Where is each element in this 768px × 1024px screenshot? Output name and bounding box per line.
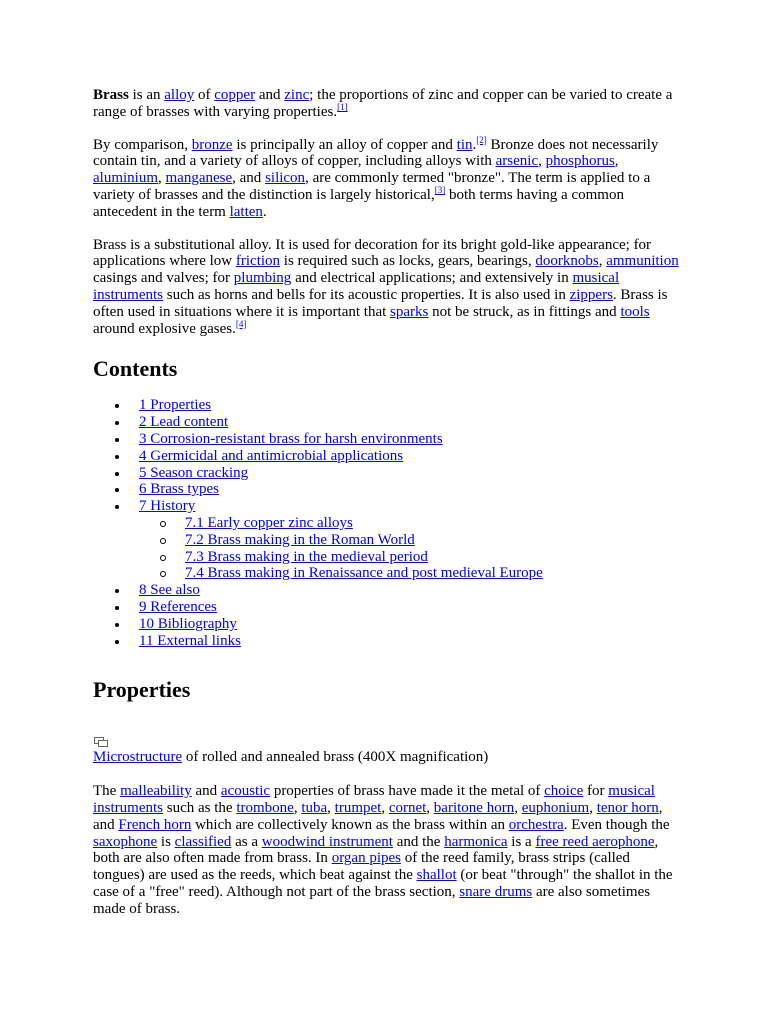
- link-shallot[interactable]: shallot: [416, 867, 457, 884]
- broken-image-icon[interactable]: [94, 737, 108, 747]
- text: is principally an alloy of copper and: [232, 136, 457, 153]
- text: of: [194, 87, 215, 103]
- text: which are collectively known as the brass within an: [191, 816, 509, 833]
- toc-item: [93, 599, 683, 616]
- link-malleability[interactable]: malleability: [120, 783, 192, 800]
- link-free-reed-aerophone[interactable]: free reed aerophone: [535, 833, 655, 850]
- link-silicon[interactable]: silicon: [265, 170, 306, 187]
- text: ,: [293, 799, 302, 816]
- toc-item: [93, 582, 683, 599]
- link-trombone[interactable]: trombone: [236, 799, 294, 816]
- text: . Brass is often used in situations where it is important that: [93, 286, 668, 320]
- uses-paragraph: [93, 237, 683, 338]
- text: ,: [327, 799, 335, 816]
- link-organ-pipes[interactable]: organ pipes: [331, 850, 401, 867]
- table-of-contents: [93, 397, 683, 649]
- text: ,: [614, 153, 619, 170]
- toc-item: [93, 448, 683, 465]
- text: around explosive gases.: [93, 320, 236, 337]
- link-cornet[interactable]: cornet: [388, 799, 427, 816]
- toc-item: [93, 498, 683, 582]
- toc-item: [93, 465, 683, 482]
- citation-1[interactable]: [1]: [337, 101, 348, 112]
- link-baritone-horn[interactable]: baritone horn: [433, 799, 515, 816]
- text: ,: [598, 253, 607, 270]
- text: .: [472, 136, 477, 153]
- citation-2[interactable]: [2]: [476, 134, 487, 145]
- link-manganese[interactable]: manganese: [165, 170, 233, 187]
- link-classified[interactable]: classified: [174, 833, 232, 850]
- toc-sublist: [139, 515, 683, 582]
- text: (or beat "through" the shallot in the case of a "free" reed). Although not part of the brass section,: [93, 867, 673, 900]
- link-phosphorus[interactable]: phosphorus: [545, 153, 615, 170]
- link-snare-drums[interactable]: snare drums: [459, 883, 533, 900]
- properties-heading: Properties: [93, 677, 191, 703]
- link-tin[interactable]: tin: [456, 136, 473, 153]
- link-saxophone[interactable]: saxophone: [93, 833, 158, 850]
- link-bronze[interactable]: bronze: [191, 136, 233, 153]
- text: such as horns and bells for its acoustic properties. It is also used in: [163, 286, 570, 303]
- text: Brass is a substitutional alloy. It is used for decoration for its bright gold-like appearance; for applications where low: [93, 236, 652, 270]
- link-alloy[interactable]: alloy: [164, 87, 195, 103]
- toc-item: [93, 397, 683, 414]
- text: ,: [514, 799, 522, 816]
- text: for: [583, 783, 609, 800]
- link-french-horn[interactable]: French horn: [118, 816, 192, 833]
- link-aluminium[interactable]: aluminium: [93, 170, 158, 187]
- toc-subitem: [139, 549, 683, 566]
- text: are also sometimes made of brass.: [93, 883, 651, 917]
- article-body: [93, 87, 683, 933]
- toc-link-references[interactable]: 9 References: [139, 598, 217, 615]
- text: ,: [538, 153, 546, 170]
- text: of rolled and annealed brass (400X magnification): [182, 749, 489, 766]
- intro-paragraph: [93, 87, 683, 121]
- toc-link-see-also[interactable]: 8 See also: [139, 582, 200, 599]
- text: is required such as locks, gears, bearings,: [280, 253, 536, 270]
- text: is: [157, 833, 175, 850]
- link-woodwind-instrument[interactable]: woodwind instrument: [261, 833, 393, 850]
- toc-link-medieval[interactable]: 7.3 Brass making in the medieval period: [185, 548, 428, 565]
- toc-link-brass-types[interactable]: 6 Brass types: [139, 481, 219, 498]
- text: ,: [426, 799, 434, 816]
- text: ,: [589, 799, 597, 816]
- bronze-paragraph: [93, 134, 683, 221]
- text: , both are also often made from brass. In: [93, 833, 659, 867]
- text: , and: [93, 799, 663, 833]
- text: casings and valves; for: [93, 270, 234, 287]
- toc-link-properties[interactable]: 1 Properties: [139, 397, 212, 414]
- text: of the reed family, brass strips (called tongues) are used as the reeds, which beat against the: [93, 850, 630, 884]
- link-arsenic[interactable]: arsenic: [495, 153, 539, 170]
- link-doorknobs[interactable]: doorknobs: [535, 253, 599, 270]
- link-musical-instruments-2[interactable]: musical instruments: [93, 783, 655, 816]
- link-orchestra[interactable]: orchestra: [508, 816, 564, 833]
- text: , and: [232, 170, 266, 187]
- malleability-paragraph: [93, 783, 683, 917]
- text: properties of brass have made it the metal of: [270, 783, 545, 800]
- link-acoustic[interactable]: acoustic: [220, 783, 271, 800]
- toc-list: [93, 397, 683, 649]
- toc-subitem: [139, 532, 683, 549]
- image-caption: [93, 749, 683, 766]
- link-zinc[interactable]: zinc: [284, 87, 310, 103]
- text: and the: [392, 833, 445, 850]
- text: . Even though the: [563, 816, 670, 833]
- link-tenor-horn[interactable]: tenor horn: [596, 799, 659, 816]
- text: is a: [507, 833, 536, 850]
- link-plumbing[interactable]: plumbing: [233, 270, 292, 287]
- link-harmonica[interactable]: harmonica: [444, 833, 508, 850]
- link-tools[interactable]: tools: [620, 303, 650, 320]
- toc-link-renaissance[interactable]: 7.4 Brass making in Renaissance and post medieval Europe: [185, 565, 543, 582]
- link-ammunition[interactable]: ammunition: [606, 253, 679, 270]
- toc-link-corrosion-resistant[interactable]: 3 Corrosion-resistant brass for harsh environments: [139, 430, 443, 447]
- toc-link-history[interactable]: 7 History: [139, 498, 196, 515]
- text: , are commonly termed "bronze". The term is applied to a variety of brasses and the distinction is largely historical,: [93, 170, 651, 203]
- text: and: [255, 87, 285, 103]
- link-sparks[interactable]: sparks: [390, 303, 429, 320]
- text: The: [93, 783, 121, 800]
- link-tuba[interactable]: tuba: [301, 799, 328, 816]
- citation-4[interactable]: [4]: [235, 318, 247, 329]
- toc-link-roman-world[interactable]: 7.2 Brass making in the Roman World: [185, 531, 415, 548]
- link-trumpet[interactable]: trumpet: [334, 799, 382, 816]
- toc-subitem: [139, 515, 683, 532]
- toc-link-germicidal[interactable]: 4 Germicidal and antimicrobial applications: [139, 447, 404, 464]
- text: ; the proportions of zinc and copper can be varied to create a range of brasses with varying properties.: [93, 87, 673, 120]
- toc-item: [93, 633, 683, 650]
- link-zippers[interactable]: zippers: [569, 286, 613, 303]
- link-choice[interactable]: choice: [544, 783, 584, 800]
- link-copper[interactable]: copper: [214, 87, 256, 103]
- contents-heading: Contents: [93, 356, 178, 382]
- toc-item: [93, 414, 683, 431]
- text: not be struck, as in fittings and: [428, 303, 621, 320]
- toc-link-early-alloys[interactable]: 7.1 Early copper zinc alloys: [185, 514, 353, 531]
- toc-item: [93, 481, 683, 498]
- toc-link-season-cracking[interactable]: 5 Season cracking: [139, 464, 249, 481]
- link-euphonium[interactable]: euphonium: [521, 799, 590, 816]
- link-friction[interactable]: friction: [235, 253, 281, 270]
- text: as a: [231, 833, 262, 850]
- text: By comparison,: [93, 136, 192, 153]
- bold-term: Brass: [93, 87, 129, 103]
- link-microstructure[interactable]: Microstructure: [93, 749, 183, 766]
- text: both terms having a common antecedent in the term: [93, 186, 624, 220]
- toc-item: [93, 431, 683, 448]
- link-musical-instruments[interactable]: musical instruments: [93, 270, 620, 303]
- text: .: [262, 203, 267, 220]
- toc-subitem: [139, 565, 683, 582]
- text: ,: [158, 170, 166, 187]
- text: Bronze does not necessarily contain tin, and a variety of alloys of copper, including alloys with: [93, 136, 659, 170]
- toc-link-lead-content[interactable]: 2 Lead content: [139, 414, 229, 431]
- link-latten[interactable]: latten: [229, 203, 263, 220]
- toc-link-bibliography[interactable]: 10 Bibliography: [139, 615, 237, 632]
- citation-3[interactable]: [3]: [434, 184, 446, 195]
- text: is an: [128, 87, 165, 103]
- toc-item: [93, 616, 683, 633]
- text: and electrical applications; and extensively in: [291, 270, 573, 287]
- text: such as the: [163, 799, 237, 816]
- text: ,: [381, 799, 389, 816]
- text: and: [191, 783, 221, 800]
- toc-link-external-links[interactable]: 11 External links: [139, 632, 241, 649]
